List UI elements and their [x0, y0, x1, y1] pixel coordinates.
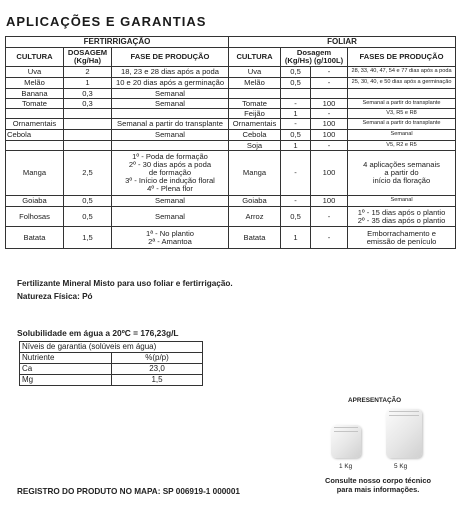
foliar-cultura: Feijão [229, 109, 281, 119]
applications-table [5, 36, 456, 249]
fert-fase: 10 e 20 dias após a germinação [112, 78, 229, 89]
foliar-g: 100 [311, 196, 348, 207]
fertirrigacao-header: FERTIRRIGAÇÃO [6, 37, 229, 48]
fert-dosagem: 0,5 [64, 207, 112, 227]
nutriente-value: 1,5 [112, 375, 203, 386]
table-row [6, 99, 456, 109]
fert-dosagem: 0,3 [64, 99, 112, 109]
natureza-fisica: Natureza Física: Pó [17, 292, 93, 301]
foliar-kg: 0,5 [281, 78, 311, 89]
fert-fase: Semanal [112, 89, 229, 99]
fert-col-fase: FASE DE PRODUÇÃO [112, 48, 229, 67]
fert-dosagem [64, 119, 112, 130]
package-1kg-image [331, 425, 361, 458]
fert-dosagem [64, 141, 112, 151]
foliar-g: - [311, 78, 348, 89]
fase-line: 4 aplicações semanais [363, 160, 440, 170]
foliar-kg: 1 [281, 109, 311, 119]
fase-line: 1ª - No plantio [146, 228, 194, 238]
table-row [6, 119, 456, 130]
fert-cultura: Tomate [6, 99, 64, 109]
table-row [6, 109, 456, 119]
fase-line: a partir do [384, 168, 419, 178]
fert-cultura [6, 109, 64, 119]
foliar-cultura: Cebola [229, 130, 281, 141]
foliar-fase: 28, 33, 40, 47, 54 e 77 dias após a poda [348, 67, 456, 78]
fert-fase [112, 151, 229, 196]
foliar-cultura: Uva [229, 67, 281, 78]
fase-line: 2º - 35 dias após o plantio [357, 215, 446, 225]
foliar-kg: - [281, 119, 311, 130]
table-row [6, 207, 456, 227]
table-row [20, 375, 203, 386]
package-size-1kg: 1 Kg [339, 463, 353, 470]
fert-col-dosagem: DOSAGEM (Kg/Ha) [64, 48, 112, 67]
foliar-cultura: Batata [229, 227, 281, 249]
col-nutriente: Nutriente [20, 353, 112, 364]
foliar-fase: 25, 30, 40, e 50 dias após a germinação [348, 78, 456, 89]
foliar-g: 100 [311, 99, 348, 109]
foliar-kg: 0,5 [281, 67, 311, 78]
fase-line: 4º - Plena flor [147, 183, 193, 193]
page-title: APLICAÇÕES E GARANTIAS [6, 14, 207, 29]
foliar-g: - [311, 109, 348, 119]
fert-dosagem: 1 [64, 78, 112, 89]
fert-dosagem: 0,5 [64, 196, 112, 207]
fase-line: 2º - 30 dias após a poda [128, 160, 212, 170]
table-row [6, 130, 456, 141]
table-row [6, 196, 456, 207]
fert-cultura: Ornamentais [6, 119, 64, 130]
table-row [6, 141, 456, 151]
fert-fase: Semanal [112, 130, 229, 141]
table-row [6, 89, 456, 99]
fert-cultura: Goiaba [6, 196, 64, 207]
foliar-g: - [311, 141, 348, 151]
consulte-line: para mais informações. [336, 484, 420, 494]
foliar-g: - [311, 227, 348, 249]
nutriente-value: 23,0 [112, 364, 203, 375]
col-pp: %(p/p) [112, 353, 203, 364]
foliar-kg: - [281, 196, 311, 207]
foliar-cultura: Manga [229, 151, 281, 196]
fase-line: 1º - 15 dias após o plantio [357, 207, 446, 217]
foliar-g: 100 [311, 151, 348, 196]
fert-fase [112, 141, 229, 151]
foliar-fase [348, 89, 456, 99]
fert-fase: Semanal a partir do transplante [112, 119, 229, 130]
fert-dosagem: 2,5 [64, 151, 112, 196]
foliar-fase [348, 151, 456, 196]
table-row [20, 353, 203, 364]
foliar-col-dosagem [281, 48, 348, 67]
garantia-title: Níveis de garantia (solúveis em água) [20, 342, 203, 353]
foliar-cultura: Goiaba [229, 196, 281, 207]
product-description: Fertilizante Mineral Misto para uso foliar e fertirrigação. [17, 279, 233, 288]
fert-cultura: Manga [6, 151, 64, 196]
foliar-g: 100 [311, 119, 348, 130]
consulte-text [308, 477, 448, 494]
foliar-cultura: Melão [229, 78, 281, 89]
package-5kg-image [386, 409, 422, 458]
foliar-cultura: Soja [229, 141, 281, 151]
foliar-fase [348, 207, 456, 227]
nutriente-name: Ca [20, 364, 112, 375]
fert-fase: Semanal [112, 207, 229, 227]
fert-dosagem [64, 130, 112, 141]
fert-dosagem [64, 109, 112, 119]
fase-line: Emborrachamento e [367, 228, 436, 238]
foliar-g: - [311, 67, 348, 78]
table-row [6, 78, 456, 89]
fert-cultura: Banana [6, 89, 64, 99]
solubilidade: Solubilidade em água a 20ºC = 176,23g/L [17, 328, 179, 338]
foliar-cultura [229, 89, 281, 99]
fert-fase: Semanal [112, 196, 229, 207]
foliar-fase: V5, R2 e R5 [348, 141, 456, 151]
foliar-cultura: Arroz [229, 207, 281, 227]
fert-fase [112, 109, 229, 119]
fert-cultura: Folhosas [6, 207, 64, 227]
foliar-header: FOLIAR [229, 37, 456, 48]
fert-dosagem: 0,3 [64, 89, 112, 99]
fert-fase: Semanal [112, 99, 229, 109]
registro-mapa: REGISTRO DO PRODUTO NO MAPA: SP 006919-1 000001 [17, 487, 240, 496]
table-row [6, 67, 456, 78]
fert-fase: 18, 23 e 28 dias após a poda [112, 67, 229, 78]
package-size-5kg: 5 Kg [394, 463, 408, 470]
foliar-fase: Semanal [348, 196, 456, 207]
foliar-kg [281, 89, 311, 99]
fert-dosagem: 2 [64, 67, 112, 78]
foliar-cultura: Ornamentais [229, 119, 281, 130]
fert-dosagem: 1,5 [64, 227, 112, 249]
fert-cultura: Cebola [6, 130, 64, 141]
fase-line: emissão de penículo [366, 236, 437, 246]
foliar-col-fase: FASES DE PRODUÇÃO [348, 48, 456, 67]
foliar-kg: 0,5 [281, 207, 311, 227]
foliar-fase: Semanal [348, 130, 456, 141]
foliar-g: - [311, 207, 348, 227]
foliar-g: 100 [311, 130, 348, 141]
fert-cultura: Melão [6, 78, 64, 89]
foliar-col-cultura: CULTURA [229, 48, 281, 67]
foliar-fase: Semanal a partir do transplante [348, 119, 456, 130]
foliar-kg: 1 [281, 141, 311, 151]
foliar-fase: V3, R5 e R8 [348, 109, 456, 119]
nutriente-name: Mg [20, 375, 112, 386]
foliar-g [311, 89, 348, 99]
fase-line: 3º - Início de indução floral [125, 175, 215, 185]
foliar-kg: - [281, 99, 311, 109]
fase-line: 2ª - Amantoa [148, 236, 192, 246]
foliar-dosagem-units: (Kg/Hs) (g/100L) [284, 56, 344, 65]
fert-col-cultura: CULTURA [6, 48, 64, 67]
fert-cultura [6, 141, 64, 151]
fase-line: 1º - Poda de formação [132, 152, 208, 162]
table-row [6, 151, 456, 196]
fert-fase [112, 227, 229, 249]
table-row [6, 227, 456, 249]
foliar-cultura: Tomate [229, 99, 281, 109]
fase-line: de formação [148, 168, 192, 178]
foliar-kg: 0,5 [281, 130, 311, 141]
fert-cultura: Uva [6, 67, 64, 78]
foliar-fase: Semanal a partir do transplante [348, 99, 456, 109]
foliar-dosagem-title: Dosagem [296, 48, 332, 58]
foliar-kg: 1 [281, 227, 311, 249]
apresentacao-label: APRESENTAÇÃO [348, 397, 402, 404]
fert-cultura: Batata [6, 227, 64, 249]
garantia-table [19, 341, 203, 386]
table-row [20, 364, 203, 375]
foliar-fase [348, 227, 456, 249]
consulte-line: Consulte nosso corpo técnico [325, 476, 431, 485]
foliar-kg: - [281, 151, 311, 196]
fase-line: início da floração [372, 175, 431, 185]
